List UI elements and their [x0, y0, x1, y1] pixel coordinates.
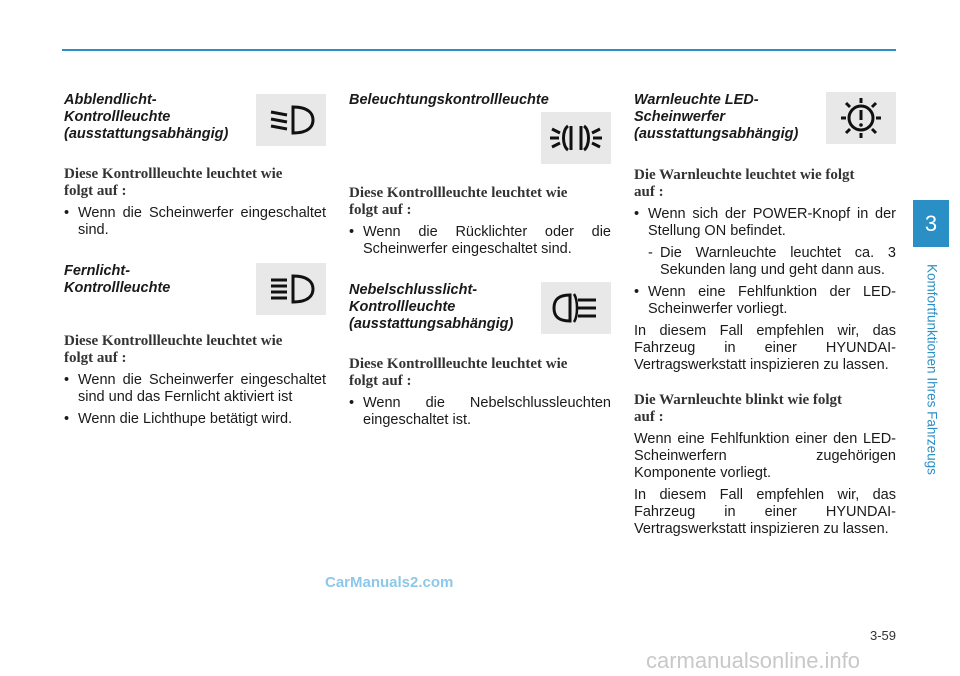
section-subheading: Diese Kontrollleuchte leuchtet wie folgt auf : [349, 185, 568, 218]
section-high-beam [64, 263, 326, 297]
watermark-carmanuals2: CarManuals2.com [325, 574, 454, 591]
low-beam-icon [256, 94, 326, 146]
section-subheading: Diese Kontrollleuchte leuchtet wie folgt auf : [64, 333, 283, 366]
top-rule [62, 49, 896, 51]
paragraph: Wenn eine Fehlfunktion einer den LED-Scheinwerfern zugehörigen Komponente vorliegt. [634, 431, 896, 481]
bullet-item: • Wenn die Nebelschlussleuchten eingeschaltet ist. [349, 395, 611, 429]
section-title: Fernlicht- Kontrollleuchte [64, 263, 171, 296]
position-light-icon [541, 112, 611, 164]
paragraph: In diesem Fall empfehlen wir, das Fahrzeug in einer HYUNDAI-Vertragswerkstatt inspizieren zu lassen. [634, 487, 896, 537]
column-2 [349, 92, 611, 429]
bullet-item: • Wenn die Scheinwerfer eingeschaltet sind und das Fernlicht aktiviert ist [64, 372, 326, 406]
bullet-item: • Wenn eine Fehlfunktion der LED-Scheinwerfer vorliegt. [634, 284, 896, 318]
section-title: Warnleuchte LED- Scheinwerfer (ausstattungsabhängig) [634, 92, 799, 142]
section-subheading: Die Warnleuchte blinkt wie folgt auf : [634, 392, 843, 425]
paragraph: In diesem Fall empfehlen wir, das Fahrzeug in einer HYUNDAI-Vertragswerkstatt inspizieren zu lassen. [634, 323, 896, 373]
section-title: Nebelschlusslicht- Kontrollleuchte (ausstattungsabhängig) [349, 282, 514, 332]
column-1 [64, 92, 326, 428]
dash-item: - Die Warnleuchte leuchtet ca. 3 Sekunden lang und geht dann aus. [634, 245, 896, 279]
bullet-item: • Wenn die Scheinwerfer eingeschaltet sind. [64, 205, 326, 239]
column-3 [634, 92, 896, 538]
chapter-title: Komfortfunktionen Ihres Fahrzeugs [924, 263, 940, 475]
led-headlamp-warning-icon [826, 92, 896, 144]
section-subheading: Die Warnleuchte leuchtet wie folgt auf : [634, 167, 855, 200]
chapter-tab: 3 [913, 200, 949, 247]
high-beam-icon [256, 263, 326, 315]
page-number: 3-59 [869, 628, 896, 643]
section-position-light [349, 92, 611, 109]
section-subheading: Diese Kontrollleuchte leuchtet wie folgt auf : [64, 166, 283, 199]
bullet-item: • Wenn sich der POWER-Knopf in der Stellung ON befindet. [634, 206, 896, 240]
rear-fog-icon [541, 282, 611, 334]
section-subheading: Diese Kontrollleuchte leuchtet wie folgt auf : [349, 356, 568, 389]
section-title: Beleuchtungskontrollleuchte [349, 92, 549, 108]
section-title: Abblendlicht- Kontrollleuchte (ausstattungsabhängig) [64, 92, 229, 142]
watermark-carmanualsonline: carmanualsonline.info [646, 648, 861, 673]
bullet-item: • Wenn die Lichthupe betätigt wird. [64, 411, 326, 428]
section-led-warning [634, 92, 896, 143]
section-rear-fog [349, 282, 611, 333]
bullet-item: • Wenn die Rücklichter oder die Scheinwerfer eingeschaltet sind. [349, 224, 611, 258]
section-low-beam [64, 92, 326, 143]
